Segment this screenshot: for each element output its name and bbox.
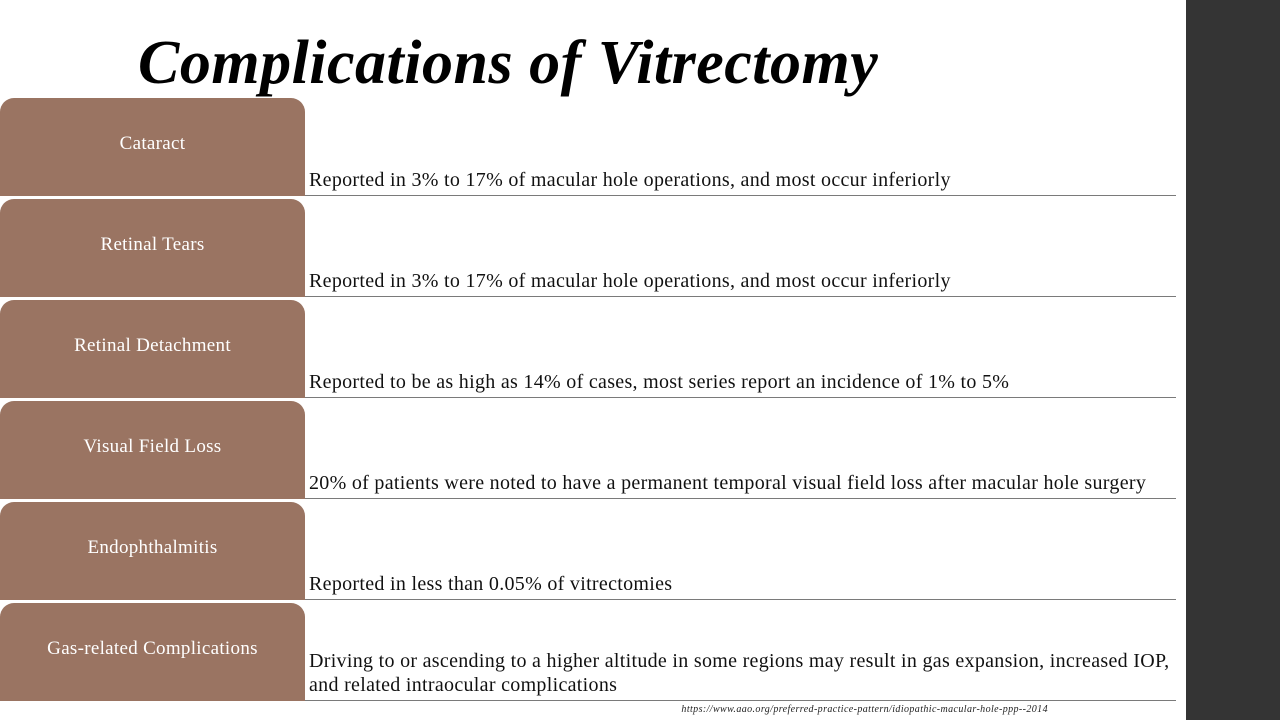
- complication-label: Cataract: [119, 133, 186, 154]
- side-band: [1186, 0, 1280, 720]
- complication-label: Retinal Detachment: [74, 335, 231, 356]
- complication-description: Driving to or ascending to a higher altitude in some regions may result in gas expansion, increased IOP, and related intraocular complications: [309, 650, 1170, 696]
- complication-label-box: [0, 300, 305, 398]
- complication-description-box: [305, 603, 1176, 701]
- complication-description: Reported in less than 0.05% of vitrectomies: [309, 573, 673, 595]
- complication-description: Reported to be as high as 14% of cases, most series report an incidence of 1% to 5%: [309, 371, 1010, 393]
- complication-description-box: [305, 401, 1176, 499]
- complication-description-box: [305, 199, 1176, 297]
- complication-label: Endophthalmitis: [87, 537, 218, 558]
- complication-row: [0, 199, 1176, 299]
- complication-label: Retinal Tears: [100, 234, 205, 255]
- source-citation: https://www.aao.org/preferred-practice-pattern/idiopathic-macular-hole-ppp--2014: [681, 704, 1048, 715]
- complication-row: [0, 300, 1176, 400]
- complication-label-box: [0, 199, 305, 297]
- complication-label: Visual Field Loss: [83, 436, 222, 457]
- complication-label-box: [0, 502, 305, 600]
- complication-row: [0, 98, 1176, 198]
- complications-list: [0, 98, 1176, 704]
- complication-label-box: [0, 98, 305, 196]
- complication-description-box: [305, 300, 1176, 398]
- complication-label: Gas-related Complications: [47, 638, 258, 659]
- complication-label-box: [0, 603, 305, 701]
- complication-description: Reported in 3% to 17% of macular hole operations, and most occur inferiorly: [309, 270, 951, 292]
- complication-description: Reported in 3% to 17% of macular hole operations, and most occur inferiorly: [309, 169, 951, 191]
- complication-description-box: [305, 98, 1176, 196]
- complication-row: [0, 603, 1176, 703]
- complication-row: [0, 502, 1176, 602]
- complication-row: [0, 401, 1176, 501]
- complication-label-box: [0, 401, 305, 499]
- complication-description: 20% of patients were noted to have a permanent temporal visual field loss after macular hole surgery: [309, 472, 1147, 494]
- slide-title: Complications of Vitrectomy: [138, 29, 879, 97]
- complication-description-box: [305, 502, 1176, 600]
